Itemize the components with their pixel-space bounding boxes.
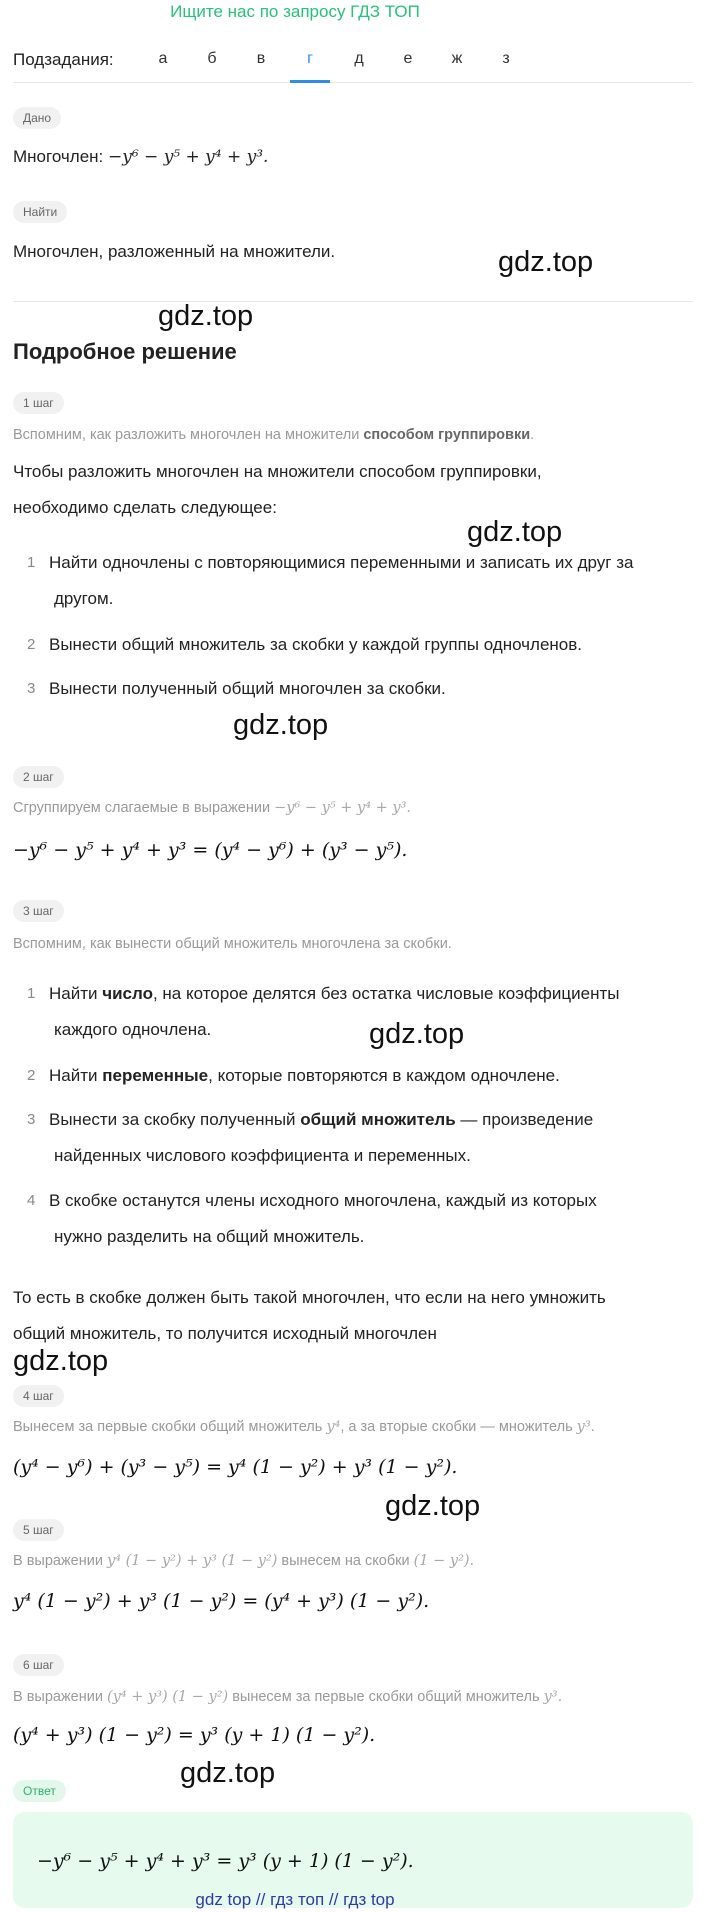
- step4-badge: 4 шаг: [13, 1385, 64, 1407]
- step3-badge: 3 шаг: [13, 900, 64, 922]
- subtask-tab-v[interactable]: в: [256, 50, 266, 67]
- watermark: gdz.top: [498, 246, 594, 278]
- subtasks-label: Подзадания:: [13, 50, 114, 69]
- step3-note: Вспомним, как вынести общий множитель многочлена за скобки.: [13, 936, 452, 952]
- watermark: gdz.top: [467, 516, 563, 548]
- step6-equation: (y⁴ + y³) (1 − y²) = y³ (y + 1) (1 − y²).: [13, 1724, 376, 1746]
- step3-list-item: 1 Найти число, на которое делятся без остатка числовые коэффициенты каждого одночлена.: [27, 984, 620, 1039]
- watermark: gdz.top: [180, 1757, 276, 1789]
- step3-list-item: 2 Найти переменные, которые повторяются в каждом одночлене.: [27, 1066, 560, 1085]
- answer-badge: Ответ: [13, 1780, 66, 1802]
- step1-list-item: 3 Вынести полученный общий многочлен за скобки.: [27, 679, 446, 698]
- given-text: Многочлен: −y⁶ − y⁵ + y⁴ + y³.: [13, 147, 269, 167]
- step2-badge: 2 шаг: [13, 766, 64, 788]
- divider: [13, 301, 693, 302]
- step4-equation: (y⁴ − y⁶) + (y³ − y⁵) = y⁴ (1 − y²) + y³ (1 − y²).: [13, 1456, 458, 1478]
- search-hint-link[interactable]: Ищите нас по запросу ГДЗ ТОП: [170, 2, 420, 21]
- given-polynomial: −y⁶ − y⁵ + y⁴ + y³.: [107, 147, 269, 167]
- subtask-tab-e[interactable]: е: [403, 50, 413, 67]
- step1-list-item: 2 Вынести общий множитель за скобки у каждой группы одночленов.: [27, 635, 583, 654]
- step3-after-line1: То есть в скобке должен быть такой многочлен, что если на него умножить: [13, 1288, 606, 1307]
- watermark: gdz.top: [233, 709, 329, 741]
- step1-line1: Чтобы разложить многочлен на множители способом группировки,: [13, 462, 542, 481]
- subtask-tab-b[interactable]: б: [207, 50, 217, 67]
- step3-after-line2: общий множитель, то получится исходный многочлен: [13, 1324, 437, 1343]
- step5-note: В выражении y⁴ (1 − y²) + y³ (1 − y²) вынесем на скобки (1 − y²).: [13, 1553, 475, 1569]
- find-text: Многочлен, разложенный на множители.: [13, 242, 336, 261]
- step5-badge: 5 шаг: [13, 1519, 64, 1541]
- step3-list-item: 3 Вынести за скобку полученный общий множитель — произведение найденных числового коэффициента и переменных.: [27, 1110, 594, 1165]
- subtasks-bar: [13, 48, 693, 83]
- step6-badge: 6 шаг: [13, 1654, 64, 1676]
- footer-links[interactable]: gdz top // гдз топ // гдз top: [195, 1890, 395, 1909]
- watermark: gdz.top: [13, 1345, 109, 1377]
- step4-note: Вынесем за первые скобки общий множитель y⁴, а за вторые скобки — множитель y³.: [13, 1419, 595, 1435]
- watermark: gdz.top: [385, 1490, 481, 1522]
- step6-note: В выражении (y⁴ + y³) (1 − y²) вынесем за первые скобки общий множитель y³.: [13, 1689, 563, 1705]
- step1-badge: 1 шаг: [13, 392, 64, 414]
- step2-equation: −y⁶ − y⁵ + y⁴ + y³ = (y⁴ − y⁶) + (y³ − y⁵).: [13, 839, 408, 861]
- given-badge: Дано: [13, 107, 61, 129]
- step2-note: Сгруппируем слагаемые в выражении −y⁶ − y⁵ + y⁴ + y³.: [13, 800, 411, 816]
- solution-title: Подробное решение: [13, 339, 237, 364]
- step1-list-item: 1 Найти одночлены с повторяющимися переменными и записать их друг за другом.: [27, 553, 634, 608]
- subtask-tab-g-active[interactable]: г: [290, 50, 330, 83]
- subtask-tab-zh[interactable]: ж: [451, 50, 463, 67]
- watermark: gdz.top: [158, 300, 254, 332]
- find-badge: Найти: [13, 201, 67, 223]
- answer-equation: −y⁶ − y⁵ + y⁴ + y³ = y³ (y + 1) (1 − y²).: [37, 1850, 414, 1872]
- step3-list-item: 4 В скобке останутся члены исходного многочлена, каждый из которых нужно разделить на общий множитель.: [27, 1191, 597, 1246]
- subtask-tab-z[interactable]: з: [502, 50, 510, 67]
- watermark: gdz.top: [369, 1018, 465, 1050]
- step1-note: Вспомним, как разложить многочлен на множители способом группировки.: [13, 427, 535, 443]
- subtask-tab-a[interactable]: а: [158, 50, 168, 67]
- step1-line2: необходимо сделать следующее:: [13, 498, 277, 517]
- step5-equation: y⁴ (1 − y²) + y³ (1 − y²) = (y⁴ + y³) (1 − y²).: [13, 1590, 430, 1612]
- subtask-tab-d[interactable]: д: [354, 50, 364, 67]
